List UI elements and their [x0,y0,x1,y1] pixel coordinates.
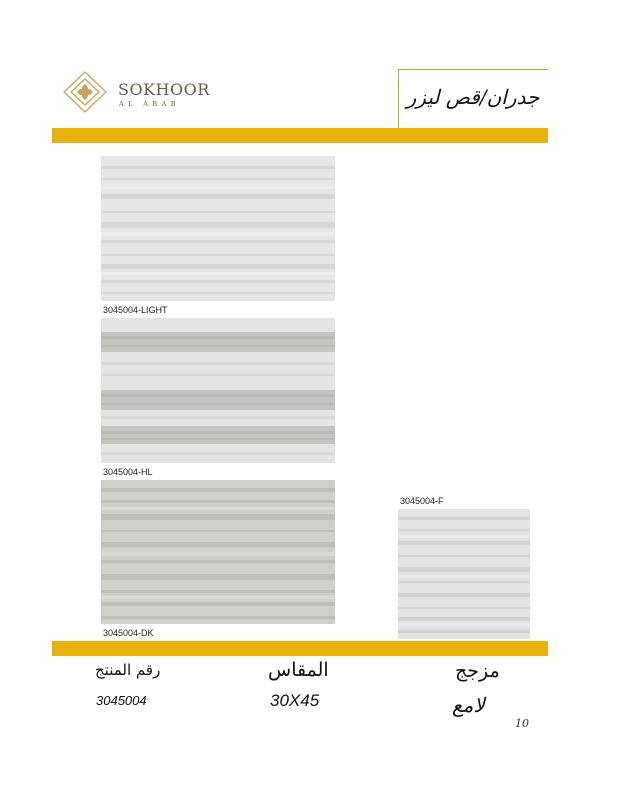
brand-subtitle: AL ARAB [119,100,180,108]
size-value: 30X45 [270,691,320,710]
page-number: 10 [515,717,529,730]
tile-image-hl [101,318,335,463]
finish-value: لامع [452,693,485,717]
product-code-dk: 3045004-DK [103,628,154,638]
product-number-header: رقم المنتج [95,661,161,679]
footer-gold-bar [52,641,548,656]
product-code-light: 3045004-LIGHT [103,305,168,315]
product-code-hl: 3045004-HL [103,467,153,477]
product-number-value: 3045004 [96,693,147,708]
tile-image-light [101,156,335,301]
tile-image-f [398,509,530,639]
product-code-f: 3045004-F [400,496,444,506]
size-header: المقاس [268,659,329,681]
page-title: جدران/قص ليزر [406,85,540,109]
header-gold-bar [52,128,548,143]
finish-header: مزجج [455,660,500,682]
tile-image-dk [101,480,335,624]
brand-name: SOKHOOR [118,80,210,99]
sokhoor-logo-icon [62,70,108,114]
